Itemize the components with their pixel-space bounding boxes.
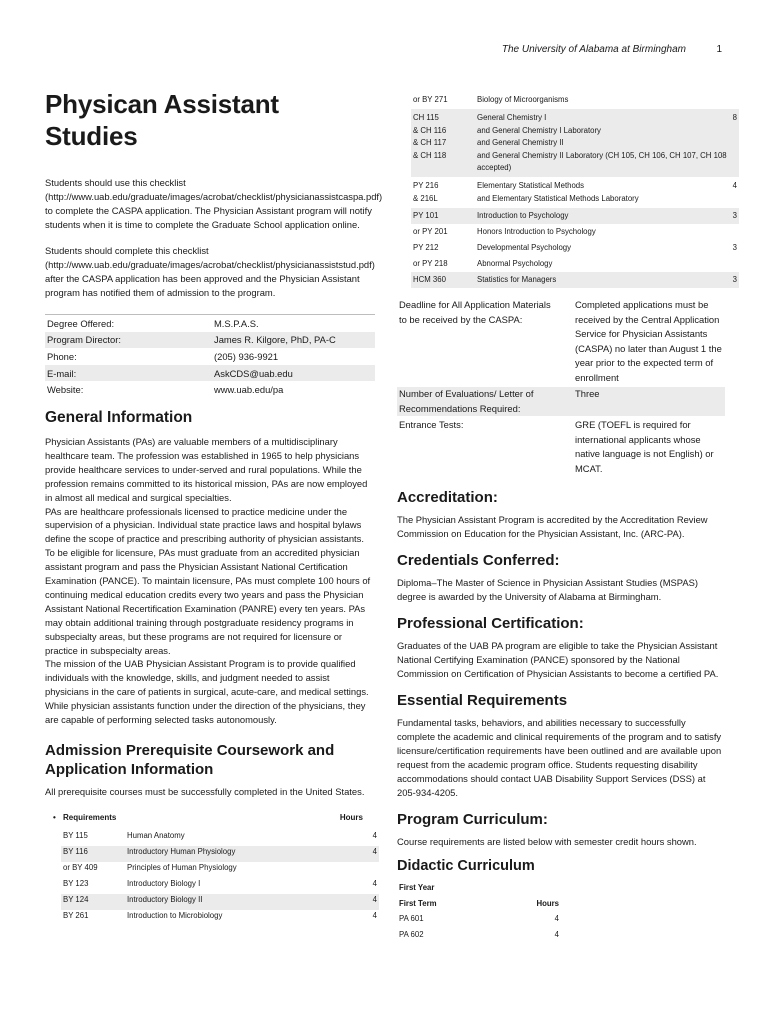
- info-label: Number of Evaluations/ Letter of Recommendations Required:: [397, 387, 573, 416]
- course-hours: [731, 256, 739, 272]
- table-row: [61, 894, 379, 910]
- table-row: [411, 94, 739, 109]
- page-number: 1: [716, 44, 722, 55]
- website-link[interactable]: www.uab.edu/pa: [214, 384, 284, 396]
- course-code: BY 123: [63, 879, 89, 888]
- course-hours: 3: [731, 208, 739, 224]
- table-row: [397, 927, 561, 943]
- info-label: Program Director:: [45, 332, 212, 349]
- course-code: or PY 201: [413, 227, 448, 237]
- course-name: Honors Introduction to Psychology: [477, 227, 596, 237]
- email-link[interactable]: AskCDS@uab.edu: [212, 365, 375, 382]
- table-row: [411, 208, 739, 224]
- table-row: [411, 256, 739, 272]
- course-hours: 4: [732, 181, 737, 191]
- table-row: [411, 240, 739, 256]
- table-row: [397, 880, 561, 896]
- essential-heading: Essential Requirements: [397, 692, 568, 710]
- info-row: [45, 365, 375, 382]
- course-code: BY 116: [61, 846, 125, 862]
- certification-heading: Professional Certification:: [397, 615, 584, 633]
- course-name: Principles of Human Physiology: [127, 863, 237, 872]
- page-header: [0, 44, 770, 58]
- course-name: General Chemistry I and General Chemistry I Laboratory and General Chemistry II and General Chemistry II Laboratory (CH 105, CH 106, CH 107, CH 108 accepted): [475, 109, 731, 177]
- info-label: E-mail:: [45, 365, 212, 382]
- curriculum-table: [397, 880, 561, 942]
- course-code: HCM 360: [411, 272, 475, 288]
- course-hours: [362, 862, 379, 878]
- university-name: The University of Alabama at Birmingham: [501, 44, 686, 55]
- course-hours: 4: [554, 914, 559, 924]
- general-info-text: Physician Assistants (PAs) are valuable members of a multidisciplinary healthcare team. The profession was established in 1965 to help physicians provide healthcare services to under-served and rural populations. While the profession remains committed to its historical mission, PAs are now employed in almost all medical and surgical specialties. PAs are healthcare professionals licensed to practice medicine under the supervision of a physician. Individual state practice laws and hospital bylaws define the scope of practice and prescribing authority of physician assistants. To be eligible for licensure, PAs must graduate from an accredited physician assistant program and pass the Physician Assistant National Certification Examination (PANCE). To maintain licensure, PAs must complete 100 hours of continuing medical education credits every two years and pass the Physician Assistant National Recertification Examination (PANRE) every ten years. PAs may obtain additional training through postgraduate residency programs in subspecialty areas, but these programs are not required for licensure or practice in subspecialty areas. The mission of the UAB Physician Assistant Program is to provide qualified individuals with the knowledge, skills, and judgment needed to assist physicians in the care of patients in surgical, acute-care, and medical settings. While physician assistants function under the direction of the physicians, they are capable of performing selected tasks autonomously.: [45, 435, 371, 726]
- curriculum-hours-label: Hours: [536, 898, 559, 908]
- info-row: [397, 387, 725, 416]
- info-label: Deadline for All Application Materials to be received by the CASPA:: [399, 299, 551, 325]
- prereq-courses-table: [61, 830, 379, 926]
- course-hours: 8: [731, 109, 739, 177]
- course-hours: 4: [554, 929, 559, 939]
- course-code: PA 601: [399, 914, 424, 924]
- table-row: [61, 910, 379, 926]
- course-code: PA 602: [399, 929, 424, 939]
- course-name: Biology of Microorganisms: [477, 95, 569, 104]
- admission-text: All prerequisite courses must be successfully completed in the United States.: [45, 786, 365, 797]
- course-name: Abnormal Psychology: [477, 259, 553, 269]
- course-name: Introductory Biology I: [127, 879, 201, 888]
- didactic-heading: Didactic Curriculum: [397, 858, 535, 875]
- certification-text: Graduates of the UAB PA program are eligible to take the Physician Assistant National Certifying Examination (PANCE) sponsored by the National Commission on Certification of Physician Assistants to become a certified PA.: [397, 640, 719, 680]
- table-row: [61, 830, 379, 846]
- course-hours: 4: [362, 894, 379, 910]
- info-value: (205) 936-9921: [214, 350, 279, 362]
- course-hours: 3: [732, 243, 737, 253]
- course-name: Introduction to Microbiology: [127, 911, 223, 920]
- course-code: or BY 409: [63, 863, 98, 872]
- table-row: [411, 177, 739, 208]
- info-label: Phone:: [47, 350, 77, 362]
- course-code: PY 212: [413, 243, 439, 253]
- info-label: Website:: [47, 384, 84, 396]
- course-code: PY 216 & 216L: [413, 181, 439, 203]
- table-row: [61, 862, 379, 878]
- info-value: Three: [573, 387, 725, 416]
- course-name: Developmental Psychology: [477, 243, 572, 253]
- application-info-table: [397, 298, 725, 476]
- info-value: GRE (TOEFL is required for international applicants whose native language is not English) or MCAT.: [575, 419, 714, 474]
- course-hours: 4: [372, 831, 377, 840]
- course-name: Introduction to Psychology: [475, 208, 731, 224]
- info-row: [397, 298, 725, 387]
- essential-text: Fundamental tasks, behaviors, and abilities necessary to successfully complete the academic and clinical requirements of the program and to satisfy licensure/certification requirements have been outlined and are available upon request from the academic program office. Students requesting disability accommodations should contact UAB Disability Support Services (DSS) at 205-934-4205.: [397, 717, 722, 799]
- info-value: James R. Kilgore, PhD, PA-C: [212, 332, 375, 349]
- curriculum-text: Course requirements are listed below with semester credit hours shown.: [397, 836, 697, 848]
- info-row: [397, 416, 725, 476]
- course-hours: 4: [372, 911, 377, 920]
- course-hours: [731, 224, 739, 240]
- course-code: or BY 271: [413, 95, 448, 104]
- course-code: BY 124: [61, 894, 125, 910]
- table-row: [61, 878, 379, 894]
- course-code: or PY 218: [413, 259, 448, 269]
- course-code: CH 115 & CH 116 & CH 117 & CH 118: [411, 109, 475, 177]
- table-row: [397, 911, 561, 927]
- course-hours: [731, 94, 739, 109]
- course-code: PY 101: [411, 208, 475, 224]
- right-column: [397, 94, 737, 942]
- table-row: [411, 109, 739, 177]
- intro-paragraph-1: Students should use this checklist (http://www.uab.edu/graduate/images/acrobat/checklist/physicianassistcaspa.pdf) to complete the CASPA application. The Physician Assistant program will notify students when it is time to complete the Graduate School application online.: [45, 177, 383, 230]
- course-name: Human Anatomy: [127, 831, 185, 840]
- course-name: Introductory Human Physiology: [125, 846, 362, 862]
- course-hours: 4: [372, 879, 377, 888]
- table-row: [411, 272, 739, 288]
- intro-paragraph-2: Students should complete this checklist (http://www.uab.edu/graduate/images/acrobat/checklist/physicianassiststud.pdf) after the CASPA application has been approved and the Physician Assistant program has notified them of admission to the program.: [45, 245, 375, 298]
- course-code: BY 261: [63, 911, 89, 920]
- course-hours: 3: [731, 272, 739, 288]
- accreditation-text: The Physician Assistant Program is accredited by the Accreditation Review Commission on Education for the Physician Assistant, Inc. (ARC-PA).: [397, 514, 708, 540]
- info-row: [45, 315, 375, 332]
- first-term-label: First Term: [399, 898, 437, 908]
- course-hours: 4: [362, 846, 379, 862]
- course-name: Statistics for Managers: [475, 272, 731, 288]
- info-value: M.S.P.A.S.: [212, 315, 375, 332]
- credentials-heading: Credentials Conferred:: [397, 552, 560, 570]
- course-name: Introductory Biology II: [125, 894, 362, 910]
- first-year-label: First Year: [399, 883, 435, 893]
- general-info-heading: General Information: [45, 408, 193, 426]
- requirements-header: [45, 813, 375, 827]
- page-title: Physican Assistant Studies: [45, 89, 279, 151]
- prereq-courses-continued-table: [411, 94, 739, 288]
- info-row: [45, 348, 375, 365]
- program-info-table: [45, 314, 375, 398]
- course-name: Elementary Statistical Methods and Elementary Statistical Methods Laboratory: [477, 181, 639, 203]
- course-code: BY 115: [63, 831, 88, 840]
- bullet-icon: •: [53, 813, 56, 822]
- requirements-label: Requirements: [63, 813, 117, 822]
- hours-label: Hours: [339, 813, 363, 822]
- table-row: [397, 896, 561, 912]
- admission-heading: Admission Prerequisite Coursework and Application Information: [45, 742, 335, 778]
- info-row: [45, 332, 375, 349]
- info-row: [45, 381, 375, 398]
- info-label: Degree Offered:: [45, 315, 212, 332]
- credentials-text: Diploma–The Master of Science in Physician Assistant Studies (MSPAS) degree is awarded by the University of Alabama at Birmingham.: [397, 577, 698, 603]
- table-row: [61, 846, 379, 862]
- table-row: [411, 224, 739, 240]
- left-column: [45, 88, 383, 926]
- accreditation-heading: Accreditation:: [397, 489, 498, 507]
- curriculum-heading: Program Curriculum:: [397, 811, 548, 829]
- info-label: Entrance Tests:: [399, 419, 464, 431]
- info-value: Completed applications must be received by the Central Application Service for Physician Assistants (CASPA) no later than August 1 the year prior to the expected term of enrollment: [575, 299, 722, 383]
